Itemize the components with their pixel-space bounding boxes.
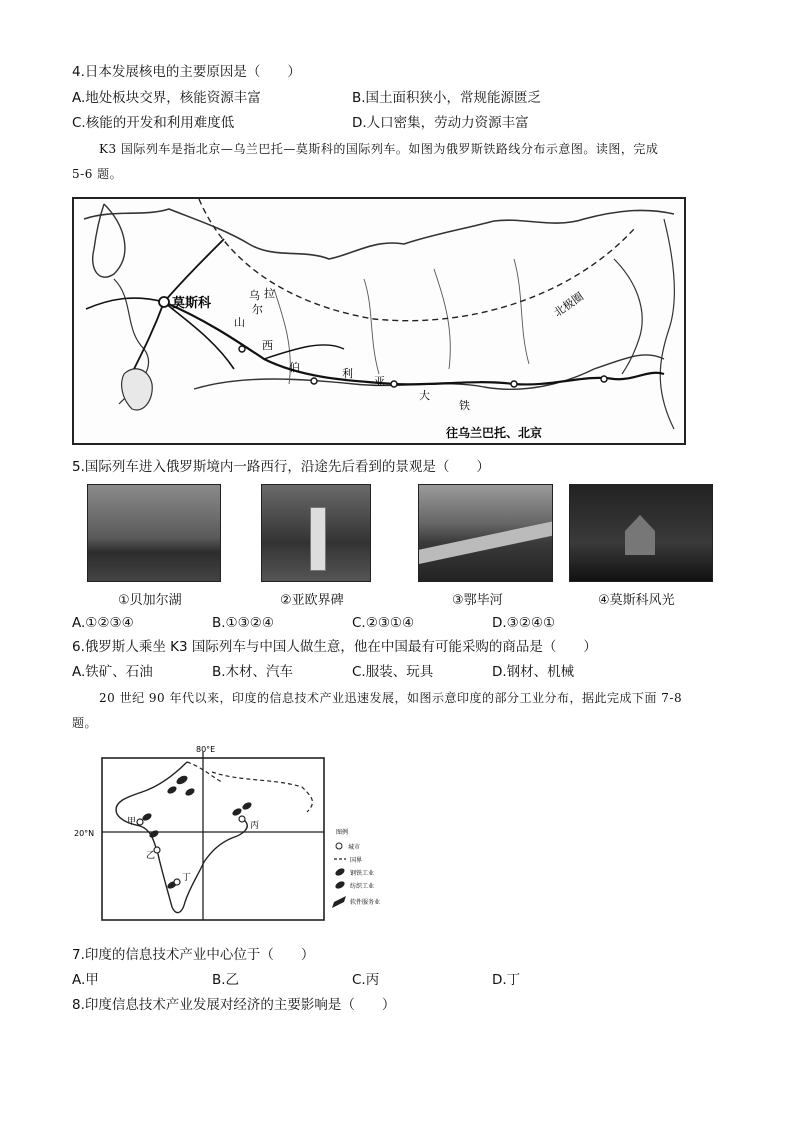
- moscow-label: 莫斯科: [172, 296, 212, 311]
- q7-option-a: A.甲: [72, 972, 99, 988]
- station-marker: [391, 381, 397, 387]
- ural-label-1: 乌: [249, 289, 260, 302]
- india-industry-map: [72, 742, 417, 924]
- station-marker: [311, 378, 317, 384]
- photo-baikal-lake: [87, 484, 221, 582]
- place-ding: 丁: [182, 873, 192, 883]
- river-4: [514, 259, 529, 364]
- q6-option-a: A.铁矿、石油: [72, 664, 153, 680]
- legend-city: 城市: [348, 844, 361, 851]
- q7-option-c: C.丙: [352, 972, 380, 988]
- photo-moscow-scenery: [569, 484, 713, 582]
- river-2: [364, 279, 379, 374]
- legend-title: 图例: [336, 829, 349, 836]
- siberia-label-2: 伯: [289, 361, 300, 374]
- q6-option-d: D.钢材、机械: [492, 664, 575, 680]
- q5-option-b: B.①③②④: [212, 615, 274, 631]
- station-marker: [511, 381, 517, 387]
- q6-stem: 6.俄罗斯人乘坐 K3 国际列车与中国人做生意，他在中国最有可能采购的商品是（ ）: [72, 639, 597, 655]
- city-marker: [174, 879, 180, 885]
- q4-stem: 4.日本发展核电的主要原因是（ ）: [72, 64, 301, 80]
- siberia-label-5: 大: [419, 389, 430, 402]
- to-mongolia-label: 往乌兰巴托、北京: [446, 426, 543, 440]
- caption-ob-river: ③鄂毕河: [452, 593, 503, 608]
- ural-label-2: 拉: [264, 287, 275, 300]
- monument-shape: [310, 507, 326, 571]
- legend-steel: 钢铁工业: [350, 870, 375, 877]
- q7-option-d: D.丁: [492, 972, 521, 988]
- q5-option-c: C.②③①④: [352, 615, 415, 631]
- q5-option-d: D.③②④①: [492, 615, 556, 631]
- q6-option-b: B.木材、汽车: [212, 664, 294, 680]
- legend-steel-icon: [334, 867, 346, 877]
- q4-option-d: D.人口密集，劳动力资源丰富: [352, 115, 529, 131]
- intro-5-6-line1: K3 国际列车是指北京—乌兰巴托—莫斯科的国际列车。如图为俄罗斯铁路线分布示意图。读图，完成: [99, 142, 659, 156]
- caption-baikal: ①贝加尔湖: [118, 593, 182, 608]
- russia-railway-map: [72, 197, 686, 445]
- place-jia: 甲: [127, 817, 137, 827]
- caption-monument: ②亚欧界碑: [280, 593, 344, 608]
- river-shape: [418, 519, 553, 566]
- intro-7-8-line2: 题。: [72, 716, 98, 730]
- q5-stem: 5.国际列车进入俄罗斯境内一路西行，沿途先后看到的景观是（ ）: [72, 459, 490, 475]
- caspian-sea: [122, 369, 153, 410]
- russia-map-svg: [74, 199, 684, 443]
- map-frame: [102, 758, 324, 920]
- siberia-label-1: 西: [262, 339, 273, 352]
- lon-label: 80°E: [196, 745, 216, 754]
- railway-branch-south: [134, 302, 164, 369]
- intro-7-8-line1: 20 世纪 90 年代以来，印度的信息技术产业迅速发展，如图示意印度的部分工业分布，据此完成下面 7-8: [99, 691, 683, 705]
- q7-stem: 7.印度的信息技术产业中心位于（ ）: [72, 947, 315, 963]
- station-marker: [239, 346, 245, 352]
- legend-textile: 纺织工业: [350, 883, 375, 890]
- legend-city-icon: [336, 843, 342, 849]
- india-map-svg: [72, 742, 417, 924]
- building-shape: [625, 515, 655, 555]
- railway-branch-ne: [264, 345, 344, 359]
- photo-europe-asia-monument: [261, 484, 371, 582]
- legend-software: 软件服务业: [350, 899, 381, 906]
- city-marker: [137, 819, 143, 825]
- station-marker: [601, 376, 607, 382]
- caption-moscow: ④莫斯科风光: [598, 593, 675, 608]
- kamchatka-outline: [614, 259, 642, 374]
- q4-option-a: A.地处板块交界，核能资源丰富: [72, 90, 261, 106]
- q8-stem: 8.印度信息技术产业发展对经济的主要影响是（ ）: [72, 997, 396, 1013]
- q4-option-b: B.国土面积狭小，常规能源匮乏: [352, 90, 542, 106]
- ural-label-3: 尔: [252, 303, 263, 316]
- lat-label: 20°N: [74, 829, 95, 838]
- legend-border: 国界: [350, 857, 363, 864]
- moscow-city-marker: [159, 297, 169, 307]
- intro-5-6-line2: 5-6 题。: [72, 167, 123, 181]
- ural-label-4: 山: [234, 316, 245, 329]
- siberia-label-4: 亚: [374, 375, 385, 388]
- q5-option-a: A.①②③④: [72, 615, 134, 631]
- city-marker: [239, 816, 245, 822]
- siberia-label-3: 利: [342, 367, 353, 380]
- railway-branch-north: [164, 239, 224, 302]
- east-coast: [660, 219, 674, 429]
- northern-coastline: [84, 209, 674, 259]
- arctic-circle-label: 北极圈: [551, 289, 586, 320]
- q6-option-c: C.服装、玩具: [352, 664, 434, 680]
- q7-option-b: B.乙: [212, 972, 240, 988]
- railway-branch-southwest: [164, 302, 234, 369]
- place-bing: 丙: [250, 821, 260, 831]
- siberia-label-6: 铁: [459, 399, 470, 412]
- place-yi: 乙: [146, 851, 156, 861]
- legend-software-icon: [332, 896, 346, 908]
- q4-option-c: C.核能的开发和利用难度低: [72, 115, 235, 131]
- legend-textile-icon: [334, 880, 346, 890]
- photo-ob-river: [418, 484, 553, 582]
- railway-branch-west: [86, 298, 164, 309]
